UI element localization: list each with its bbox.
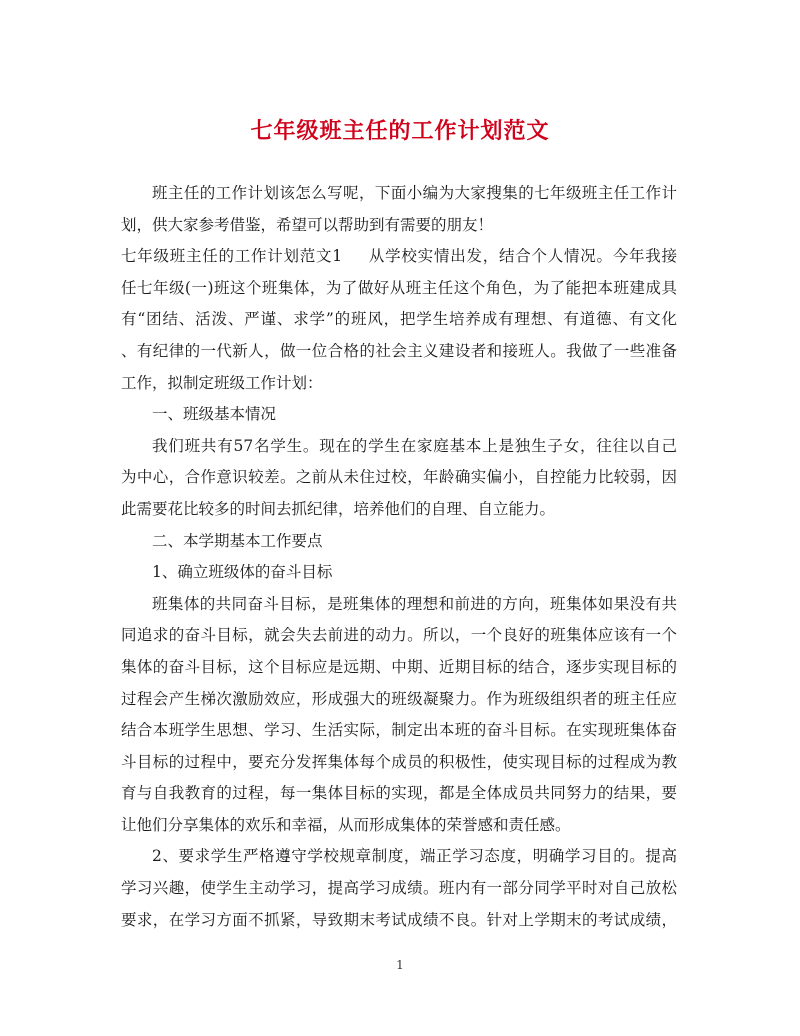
paragraph-line: 此需要花比较多的时间去抓纪律，培养他们的自理、自立能力。	[121, 499, 556, 518]
subsection-heading: 1、确立班级体的奋斗目标	[152, 563, 333, 582]
paragraph-line: 集体的奋斗目标，这个目标应是远期、中期、近期目标的结合，逐步实现目标的	[121, 657, 677, 676]
paragraph-line: 有“团结、活泼、严谨、求学”的班风，把学生培养成有理想、有道德、有文化	[121, 310, 677, 329]
paragraph-line: 为中心，合作意识较差。之前从未住过校，年龄确实偏小，自控能力比较弱，因	[121, 468, 677, 487]
paragraph-line: 、有纪律的一代新人，做一位合格的社会主义建设者和接班人。我做了一些准备	[121, 341, 677, 360]
paragraph-line-with-heading	[121, 241, 677, 273]
paragraph-text: 从学校实情出发，结合个人情况。今年我接	[368, 247, 677, 266]
section-heading: 七年级班主任的工作计划范文1	[121, 247, 343, 266]
section-heading: 二、本学期基本工作要点	[152, 531, 323, 550]
paragraph-line: 班主任的工作计划该怎么写呢，下面小编为大家搜集的七年级班主任工作计	[152, 184, 677, 202]
paragraph-line: 同追求的奋斗目标，就会失去前进的动力。所以，一个良好的班集体应该有一个	[121, 626, 677, 645]
paragraph-line: 学习兴趣，使学生主动学习，提高学习成绩。班内有一部分同学平时对自己放松	[121, 879, 677, 898]
paragraph-line: 我们班共有57名学生。现在的学生在家庭基本上是独生子女，往往以自己	[152, 436, 677, 455]
paragraph-line: 任七年级(一)班这个班集体，为了做好从班主任这个角色，为了能把本班建成具	[121, 278, 677, 297]
paragraph-line: 工作，拟制定班级工作计划：	[121, 373, 323, 392]
paragraph-line: 班集体的共同奋斗目标，是班集体的理想和前进的方向，班集体如果没有共	[152, 594, 677, 613]
section-heading: 一、班级基本情况	[152, 405, 277, 424]
document-body	[121, 178, 677, 936]
paragraph-line: 2、要求学生严格遵守学校规章制度，端正学习态度，明确学习目的。提高	[152, 847, 677, 866]
paragraph-line: 让他们分享集体的欢乐和幸福，从而形成集体的荣誉感和责任感。	[121, 815, 571, 834]
paragraph-line: 划，供大家参考借鉴，希望可以帮助到有需要的朋友！	[121, 215, 494, 234]
paragraph-line: 斗目标的过程中，要充分发挥集体每个成员的积极性，使实现目标的过程成为教	[121, 752, 677, 771]
paragraph-line: 过程会产生梯次激励效应，形成强大的班级凝聚力。作为班级组织者的班主任应	[121, 689, 677, 708]
paragraph-line: 结合本班学生思想、学习、生活实际，制定出本班的奋斗目标。在实现班集体奋	[121, 721, 677, 740]
page-number: 1	[396, 958, 404, 972]
paragraph-line: 要求，在学习方面不抓紧，导致期末考试成绩不良。针对上学期末的考试成绩，	[121, 910, 677, 929]
paragraph-line: 育与自我教育的过程，每一集体目标的实现，都是全体成员共同努力的结果，要	[121, 784, 677, 803]
document-title: 七年级班主任的工作计划范文	[250, 118, 550, 144]
